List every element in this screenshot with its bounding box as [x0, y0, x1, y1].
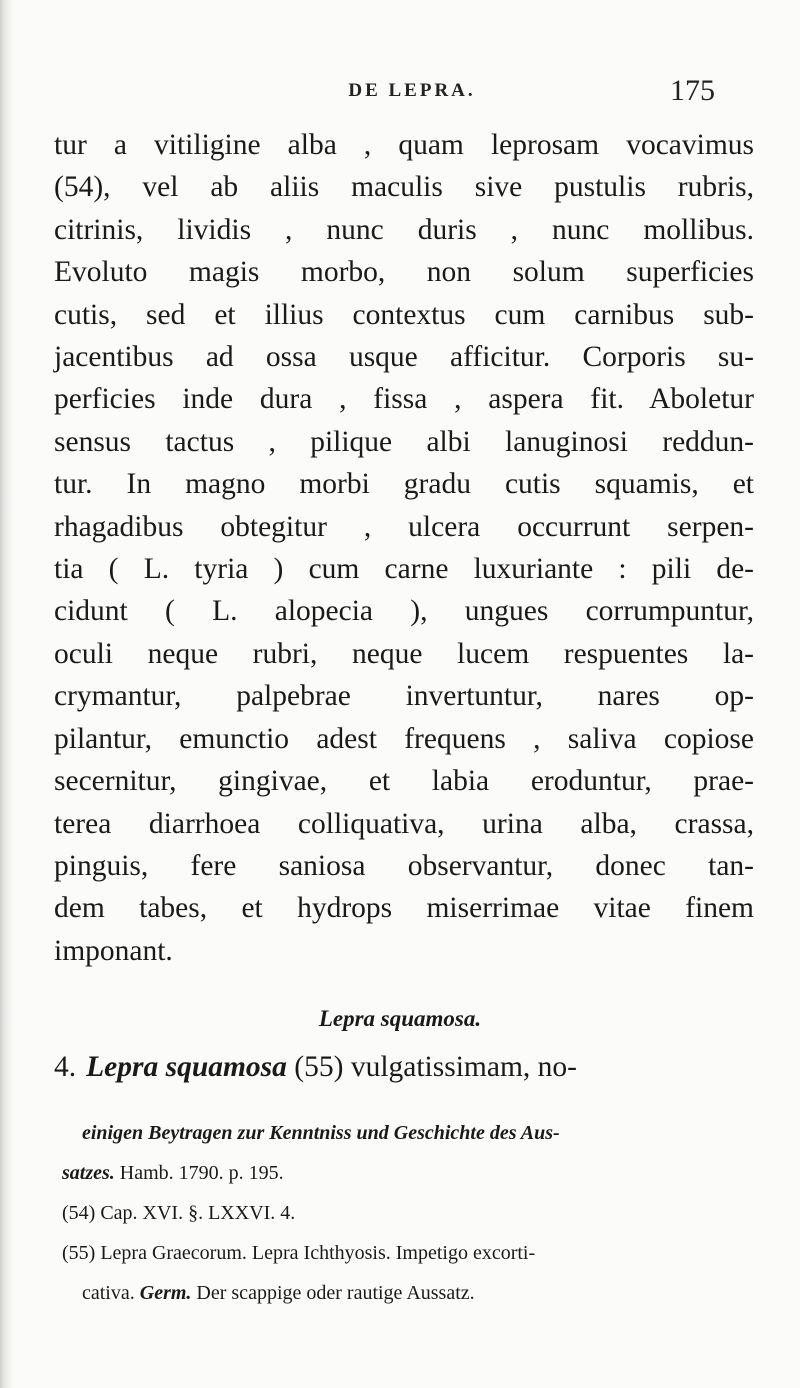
text-line: tur. In magno morbi gradu cutis squamis, et	[54, 468, 754, 501]
footnote-55-continuation	[62, 1273, 752, 1313]
text-line: (54), vel ab aliis maculis sive pustulis rubris,	[54, 171, 754, 204]
page-gutter-shadow	[0, 0, 14, 1388]
footnotes	[62, 1113, 752, 1313]
section-heading: Lepra squamosa.	[318, 1006, 482, 1031]
text-line: tur a vitiligine alba , quam leprosam vocavimus	[54, 129, 754, 161]
section-number: 4.	[54, 1051, 77, 1083]
footnote-continuation	[62, 1113, 752, 1153]
text-line: perficies inde dura , fissa , aspera fit. Aboletur	[54, 383, 754, 416]
text-line: cutis, sed et illius contextus cum carnibus sub-	[54, 298, 754, 331]
text-line: rhagadibus obtegitur , ulcera occurrunt serpen-	[54, 510, 754, 543]
text-line: imponant.	[54, 934, 173, 967]
text-line: pinguis, fere saniosa observantur, donec tan-	[54, 849, 754, 882]
section-term: Lepra squamosa	[86, 1051, 287, 1083]
footnote-title-italic: einigen Beytragen zur Kenntniss und Geschichte des Aus-	[82, 1122, 560, 1144]
running-title: DE LEPRA.	[348, 80, 476, 101]
footnote-55: (55) Lepra Graecorum. Lepra Ichthyosis. Impetigo excorti-	[62, 1242, 536, 1264]
main-paragraph	[54, 124, 754, 972]
footnote-title-italic: satzes.	[62, 1162, 115, 1184]
text-line: citrinis, lividis , nunc duris , nunc mollibus.	[54, 213, 754, 246]
section-text: (55) vulgatissimam, no-	[294, 1051, 577, 1083]
text-line: pilantur, emunctio adest frequens , saliva copiose	[54, 722, 754, 755]
text-line: cidunt ( L. alopecia ), ungues corrumpuntur,	[54, 595, 754, 628]
text-line: sensus tactus , pilique albi lanuginosi reddun-	[54, 425, 754, 458]
section-paragraph	[54, 1046, 754, 1088]
footnote-continuation	[62, 1153, 752, 1193]
footnote-text: cativa.	[82, 1282, 135, 1304]
page-number: 175	[670, 74, 715, 107]
footnote-text: Der scappige oder rautige Aussatz.	[196, 1282, 475, 1304]
footnote-lang-label: Germ.	[139, 1282, 192, 1304]
text-line: terea diarrhoea colliquativa, urina alba, crassa,	[54, 807, 754, 840]
footnote-54: (54) Cap. XVI. §. LXXVI. 4.	[62, 1202, 296, 1224]
text-line: crymantur, palpebrae invertuntur, nares op-	[54, 680, 754, 713]
text-line: tia ( L. tyria ) cum carne luxuriante : pili de-	[54, 553, 754, 586]
text-line: Evoluto magis morbo, non solum superficies	[54, 256, 754, 289]
text-line: oculi neque rubri, neque lucem respuentes la-	[54, 637, 754, 670]
text-line: secernitur, gingivae, et labia eroduntur, prae-	[54, 765, 754, 798]
footnote-citation: Hamb. 1790. p. 195.	[119, 1162, 284, 1184]
text-line: dem tabes, et hydrops miserrimae vitae finem	[54, 892, 754, 925]
page-header	[0, 74, 800, 114]
text-line: jacentibus ad ossa usque afficitur. Corporis su-	[54, 341, 754, 374]
